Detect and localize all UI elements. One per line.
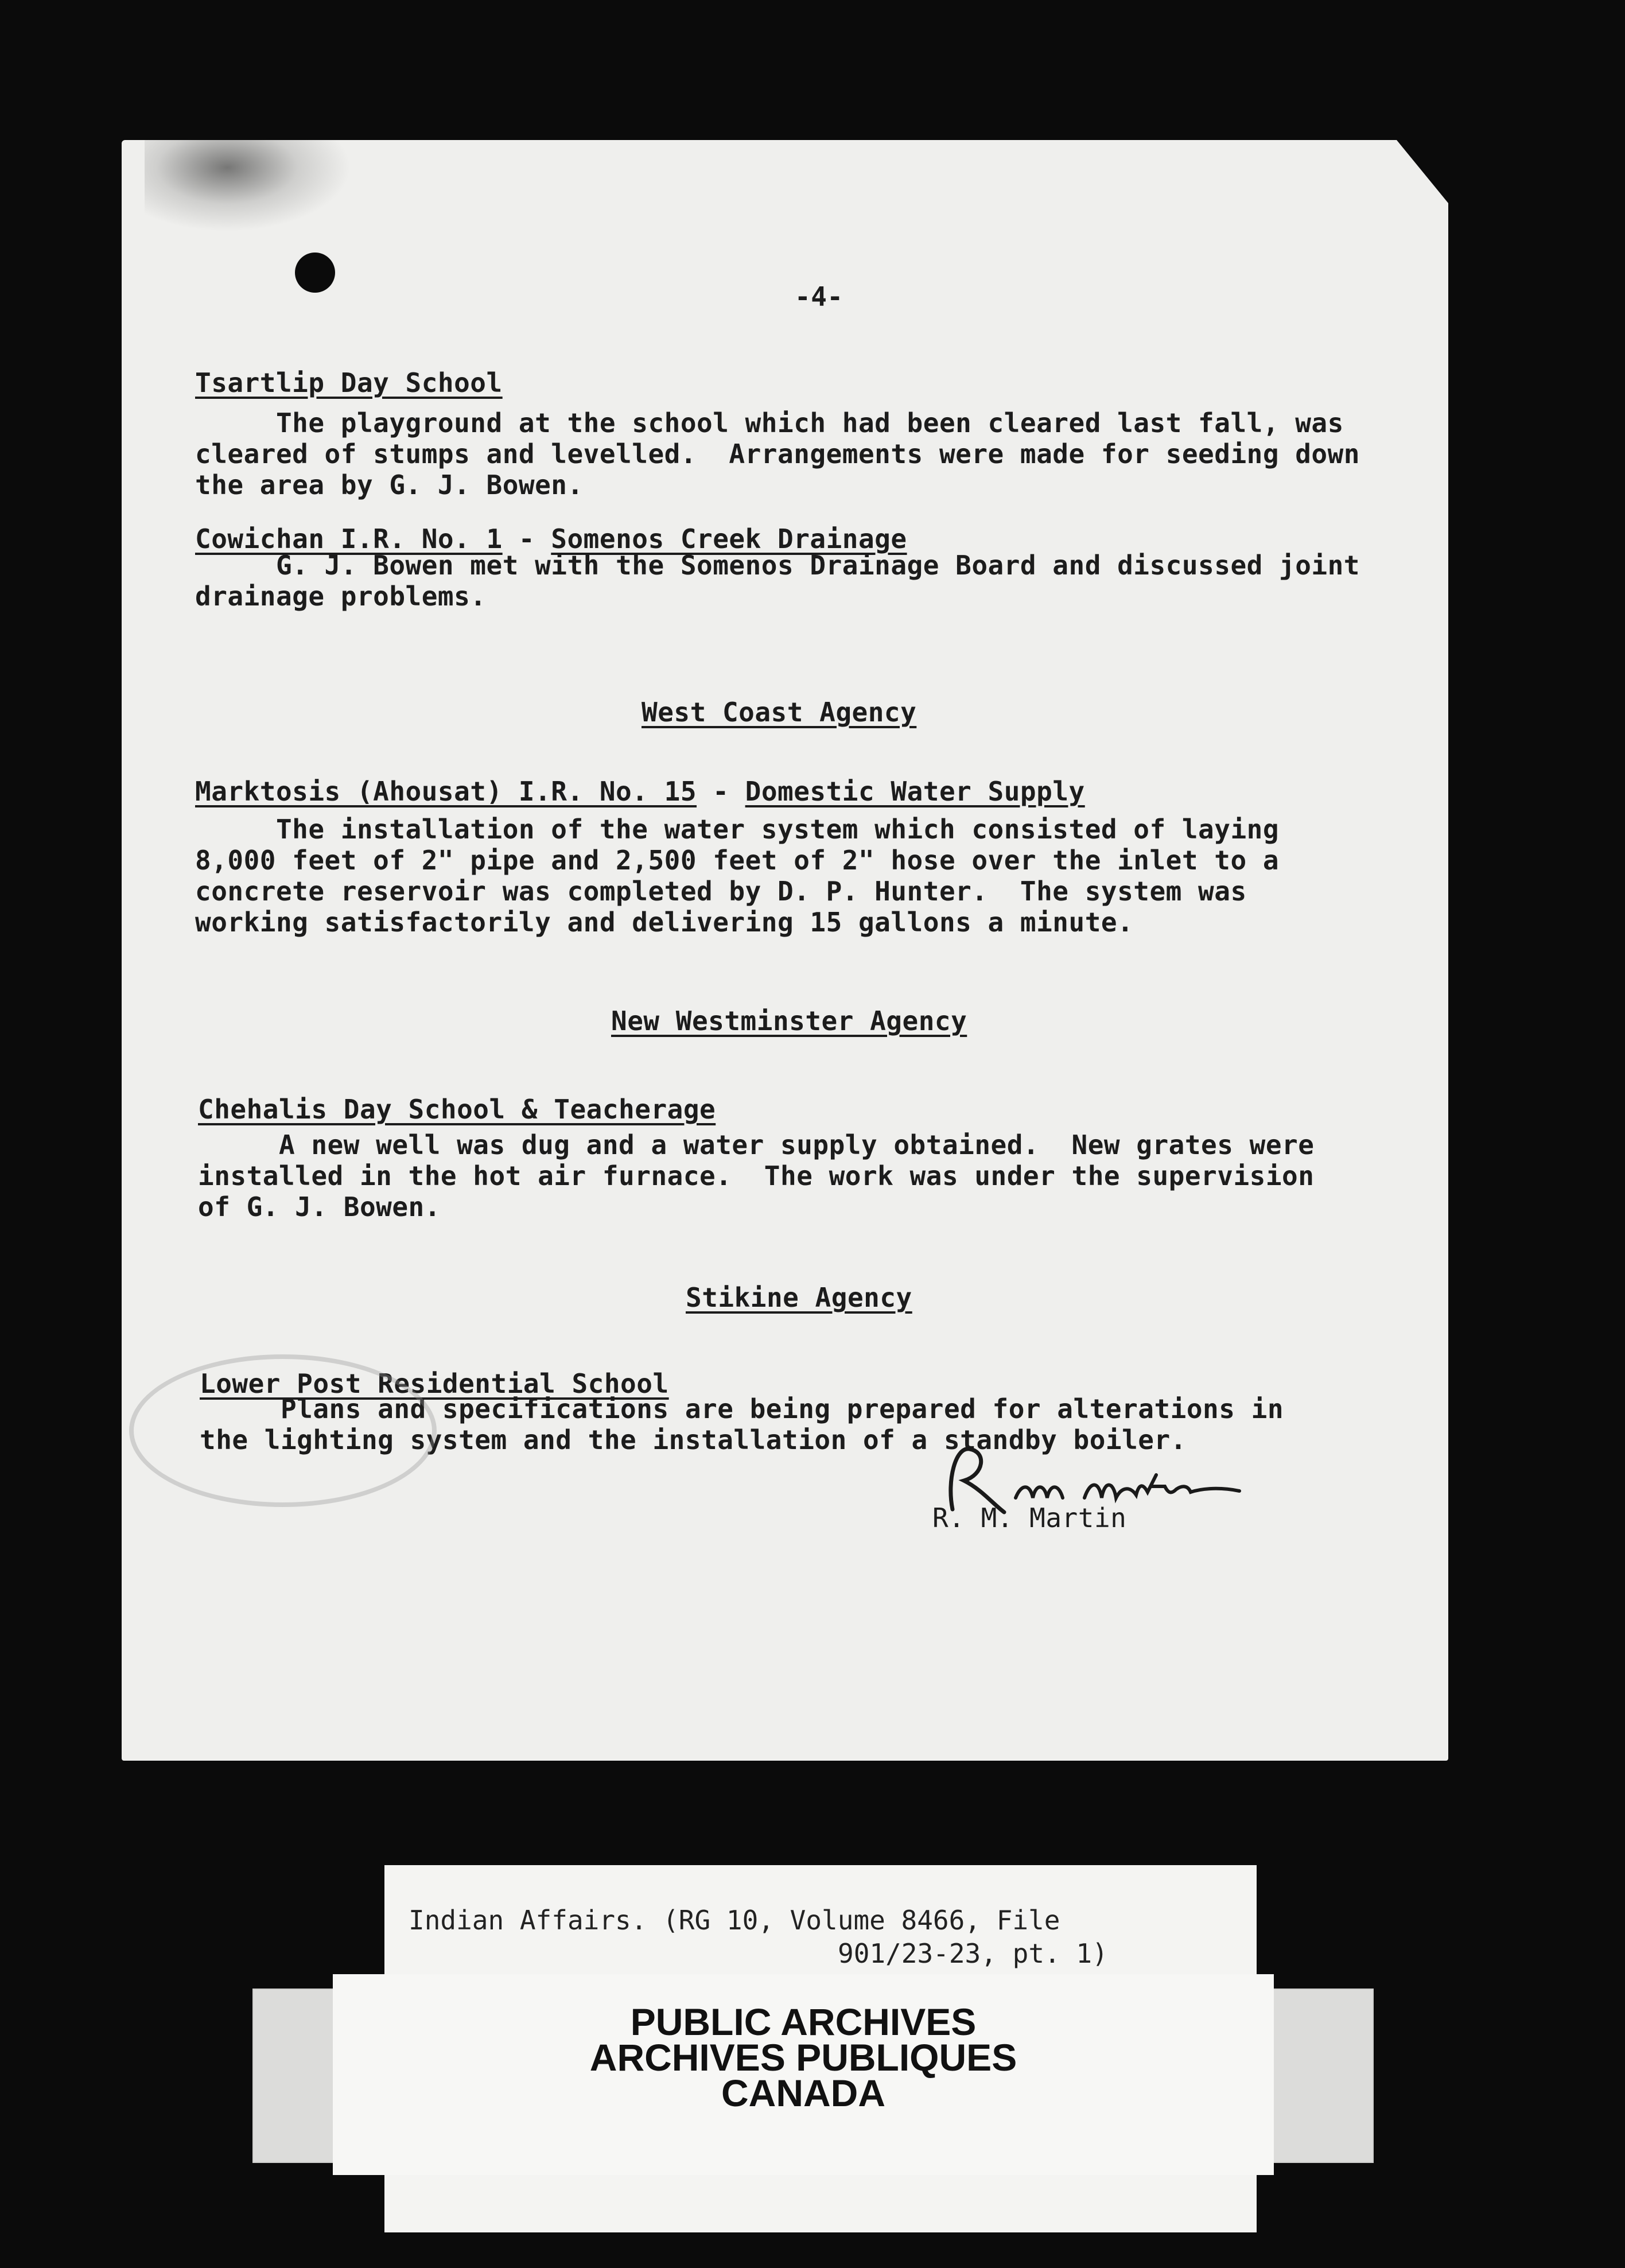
section-heading-chehalis: Chehalis Day School & Teacherage — [198, 1094, 716, 1125]
punch-hole — [295, 253, 335, 293]
paragraph-line: The playground at the school which had been cleared last fall, was — [195, 407, 1344, 438]
faded-stamp — [129, 1354, 437, 1507]
paragraph-line: installed in the hot air furnace. The work was under the supervision — [198, 1160, 1315, 1191]
section-heading-marktosis — [195, 776, 1085, 807]
folded-corner — [1397, 140, 1448, 203]
page-number: -4- — [795, 281, 843, 312]
heading-part: Domestic Water Supply — [745, 776, 1085, 807]
heading-part: Cowichan I.R. No. 1 — [195, 523, 503, 554]
paragraph-line: Plans and specifications are being prepared for alterations in — [200, 1393, 1284, 1424]
paragraph-line: The installation of the water system which consisted of laying — [195, 814, 1280, 845]
paragraph-line: the area by G. J. Bowen. — [195, 469, 584, 500]
agency-heading-new-westminster: New Westminster Agency — [611, 1005, 967, 1036]
section-heading-tsartlip: Tsartlip Day School — [195, 367, 503, 398]
agency-heading-west-coast: West Coast Agency — [642, 697, 917, 728]
archive-reference-line1: Indian Affairs. (RG 10, Volume 8466, File — [409, 1905, 1060, 1936]
signatory-name: R. M. Martin — [932, 1502, 1127, 1533]
archive-name-french: ARCHIVES PUBLIQUES — [589, 2036, 1017, 2079]
section-heading-lower-post: Lower Post Residential School — [200, 1368, 669, 1399]
archive-reference-line2: 901/23-23, pt. 1) — [838, 1938, 1108, 1969]
paragraph-line: of G. J. Bowen. — [198, 1191, 441, 1222]
archive-country: CANADA — [721, 2072, 885, 2114]
heading-separator: - — [697, 776, 745, 807]
paragraph-line: concrete reservoir was completed by D. P. Hunter. The system was — [195, 876, 1247, 907]
archive-name-english: PUBLIC ARCHIVES — [630, 2001, 977, 2043]
paragraph-line: 8,000 feet of 2" pipe and 2,500 feet of 2" hose over the inlet to a — [195, 845, 1280, 876]
paragraph-line: cleared of stumps and levelled. Arrangements were made for seeding down — [195, 438, 1360, 469]
heading-part: Marktosis (Ahousat) I.R. No. 15 — [195, 776, 697, 807]
paragraph-line: drainage problems. — [195, 581, 487, 612]
edge-damage — [145, 140, 351, 232]
paragraph-line: working satisfactorily and delivering 15 gallons a minute. — [195, 907, 1134, 938]
agency-heading-stikine: Stikine Agency — [686, 1282, 912, 1313]
heading-separator: - — [502, 523, 551, 554]
paragraph-line: the lighting system and the installation of a standby boiler. — [200, 1424, 1187, 1455]
paragraph-line: G. J. Bowen met with the Somenos Drainage Board and discussed joint — [195, 550, 1360, 581]
paragraph-line: A new well was dug and a water supply obtained. New grates were — [198, 1129, 1315, 1160]
heading-part: Somenos Creek Drainage — [551, 523, 907, 554]
